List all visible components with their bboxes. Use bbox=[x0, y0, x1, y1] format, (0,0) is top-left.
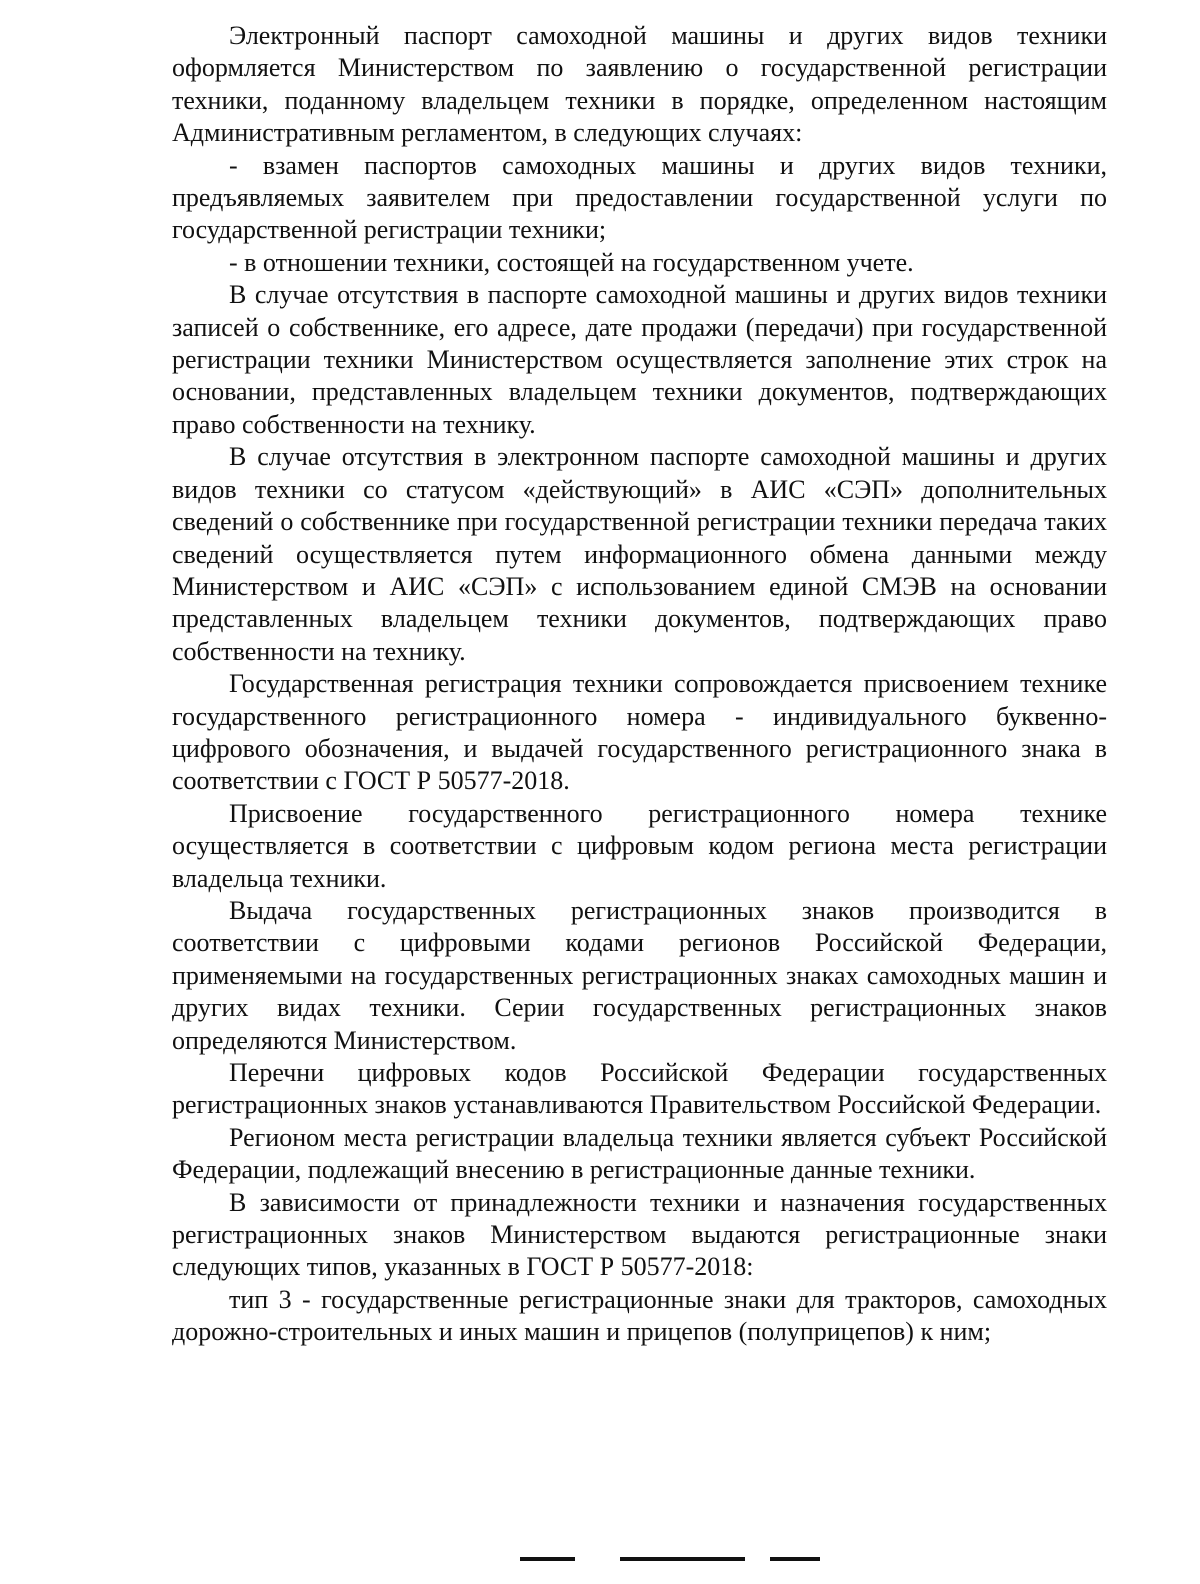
paragraph: В случае отсутствия в электронном паспорте самоходной машины и других видов техники со статусом «действующий» в АИС «СЭП» дополнительных сведений о собственнике при государственной регистрации техники передача таких сведений осуществляется путем информационного обмена данными между Министерством и АИС «СЭП» с использованием единой СМЭВ на основании представленных владельцем техники документов, подтверждающих право собственности на технику. bbox=[172, 442, 1107, 666]
paragraph: - взамен паспортов самоходных машины и других видов техники, предъявляемых заявителем при предоставлении государственной услуги по государственной регистрации техники; bbox=[172, 150, 1107, 245]
paragraph: Электронный паспорт самоходной машины и других видов техники оформляется Министерством по заявлению о государственной регистрации техники, поданному владельцем техники в порядке, определенном настоящим Административным регламентом, в следующих случаях: bbox=[172, 21, 1107, 148]
document-body bbox=[172, 20, 1107, 1349]
paragraph: - в отношении техники, состоящей на государственном учете. bbox=[229, 247, 914, 277]
paragraph: Регионом места регистрации владельца техники является субъект Российской Федерации, подлежащий внесению в регистрационные данные техники. bbox=[172, 1122, 1107, 1185]
paragraph: Государственная регистрация техники сопровождается присвоением технике государственного регистрационного номера - индивидуального буквенно-цифрового обозначения, и выдачей государственного регистрационного знака в соответствии с ГОСТ Р 50577-2018. bbox=[172, 669, 1107, 796]
paragraph: В случае отсутствия в паспорте самоходной машины и других видов техники записей о собственнике, его адресе, дате продажи (передачи) при государственной регистрации техники Министерством осуществляется заполнение этих строк на основании, представленных владельцем техники документов, подтверждающих право собственности на технику. bbox=[172, 280, 1107, 439]
paragraph: Выдача государственных регистрационных знаков производится в соответствии с цифровыми кодами регионов Российской Федерации, применяемыми на государственных регистрационных знаках самоходных машин и других видах техники. Серии государственных регистрационных знаков определяются Министерством. bbox=[172, 895, 1107, 1055]
scan-mark bbox=[770, 1557, 820, 1561]
paragraph: В зависимости от принадлежности техники и назначения государственных регистрационных знаков Министерством выдаются регистрационные знаки следующих типов, указанных в ГОСТ Р 50577-2018: bbox=[172, 1187, 1107, 1282]
scan-mark bbox=[620, 1557, 745, 1561]
paragraph: Присвоение государственного регистрационного номера технике осуществляется в соответствии с цифровым кодом региона места регистрации владельца техники. bbox=[172, 798, 1107, 893]
scan-artifact-marks bbox=[520, 1557, 820, 1567]
paragraph: тип 3 - государственные регистрационные знаки для тракторов, самоходных дорожно-строительных и иных машин и прицепов (полуприцепов) к ним; bbox=[172, 1284, 1107, 1347]
scan-mark bbox=[520, 1557, 575, 1561]
paragraph: Перечни цифровых кодов Российской Федерации государственных регистрационных знаков устанавливаются Правительством Российской Федерации. bbox=[172, 1058, 1107, 1120]
